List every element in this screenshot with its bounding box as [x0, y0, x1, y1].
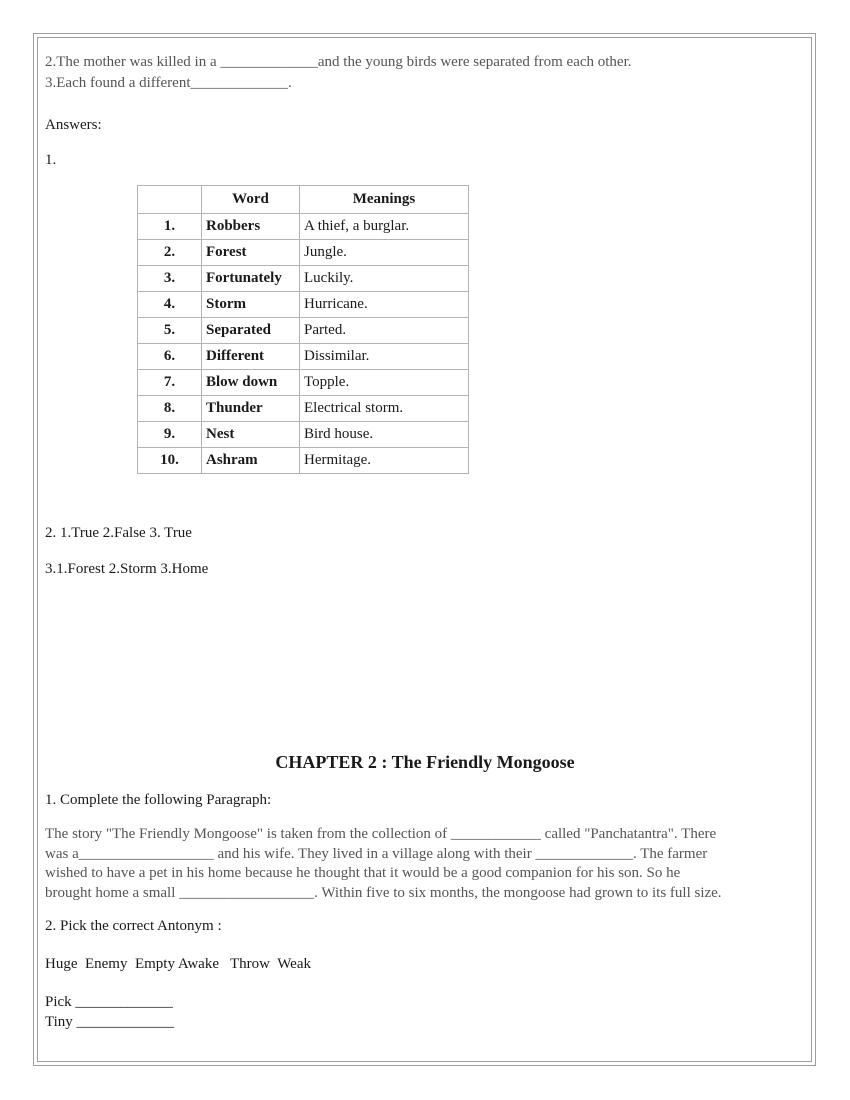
row-number: 9.	[138, 422, 202, 448]
row-number: 8.	[138, 396, 202, 422]
row-meaning: Dissimilar.	[300, 344, 469, 370]
table-row	[138, 422, 469, 448]
row-meaning: Hurricane.	[300, 292, 469, 318]
row-number: 2.	[138, 240, 202, 266]
row-word: Different	[202, 344, 300, 370]
table-row	[138, 214, 469, 240]
row-meaning: Jungle.	[300, 240, 469, 266]
question-3-text: 3.Each found a different_____________.	[45, 75, 292, 91]
row-number: 3.	[138, 266, 202, 292]
row-word: Storm	[202, 292, 300, 318]
table-row	[138, 396, 469, 422]
answer-1-label: 1.	[45, 152, 57, 168]
paragraph-line: brought home a small __________________. Within five to six months, the mongoose had grown to its full size.	[45, 884, 722, 901]
row-meaning: Bird house.	[300, 422, 469, 448]
row-word: Separated	[202, 318, 300, 344]
answers-heading: Answers:	[45, 117, 102, 133]
table-row	[138, 344, 469, 370]
row-number: 4.	[138, 292, 202, 318]
vocabulary-table	[137, 185, 469, 474]
table-row	[138, 292, 469, 318]
row-meaning: Hermitage.	[300, 448, 469, 474]
task-1-heading: 1. Complete the following Paragraph:	[45, 792, 272, 808]
row-word: Robbers	[202, 214, 300, 240]
task-2-heading: 2. Pick the correct Antonym :	[45, 918, 222, 934]
row-meaning: A thief, a burglar.	[300, 214, 469, 240]
table-row	[138, 240, 469, 266]
row-number: 7.	[138, 370, 202, 396]
antonym-item-tiny: Tiny _____________	[45, 1014, 175, 1030]
question-2-text: 2.The mother was killed in a _____________and the young birds were separated from each other.	[45, 54, 632, 70]
answer-3-text: 3.1.Forest 2.Storm 3.Home	[45, 561, 209, 577]
chapter-title: CHAPTER 2 : The Friendly Mongoose	[275, 752, 575, 772]
row-meaning: Luckily.	[300, 266, 469, 292]
header-word: Word	[202, 186, 300, 214]
row-word: Ashram	[202, 448, 300, 474]
antonym-options: Huge Enemy Empty Awake Throw Weak	[45, 956, 311, 972]
row-word: Thunder	[202, 396, 300, 422]
row-number: 10.	[138, 448, 202, 474]
row-meaning: Electrical storm.	[300, 396, 469, 422]
row-number: 6.	[138, 344, 202, 370]
table-row	[138, 448, 469, 474]
table-header-row	[138, 186, 469, 214]
table-row	[138, 318, 469, 344]
antonym-item-pick: Pick _____________	[45, 994, 173, 1010]
answer-2-text: 2. 1.True 2.False 3. True	[45, 525, 192, 541]
paragraph-line: The story "The Friendly Mongoose" is taken from the collection of ____________ called "Panchatantra". There	[45, 826, 717, 842]
table-row	[138, 266, 469, 292]
row-word: Nest	[202, 422, 300, 448]
row-meaning: Parted.	[300, 318, 469, 344]
row-number: 1.	[138, 214, 202, 240]
paragraph-line: was a__________________ and his wife. They lived in a village along with their _____________. The farmer	[45, 845, 708, 862]
row-word: Forest	[202, 240, 300, 266]
table-row	[138, 370, 469, 396]
paragraph-line: wished to have a pet in his home because he thought that it would be a good companion for his son. So he	[45, 865, 681, 881]
row-meaning: Topple.	[300, 370, 469, 396]
header-meanings: Meanings	[300, 186, 469, 214]
row-word: Fortunately	[202, 266, 300, 292]
row-word: Blow down	[202, 370, 300, 396]
header-blank	[138, 186, 202, 214]
vocabulary-table-container	[137, 185, 469, 474]
fill-in-paragraph	[45, 825, 805, 903]
row-number: 5.	[138, 318, 202, 344]
